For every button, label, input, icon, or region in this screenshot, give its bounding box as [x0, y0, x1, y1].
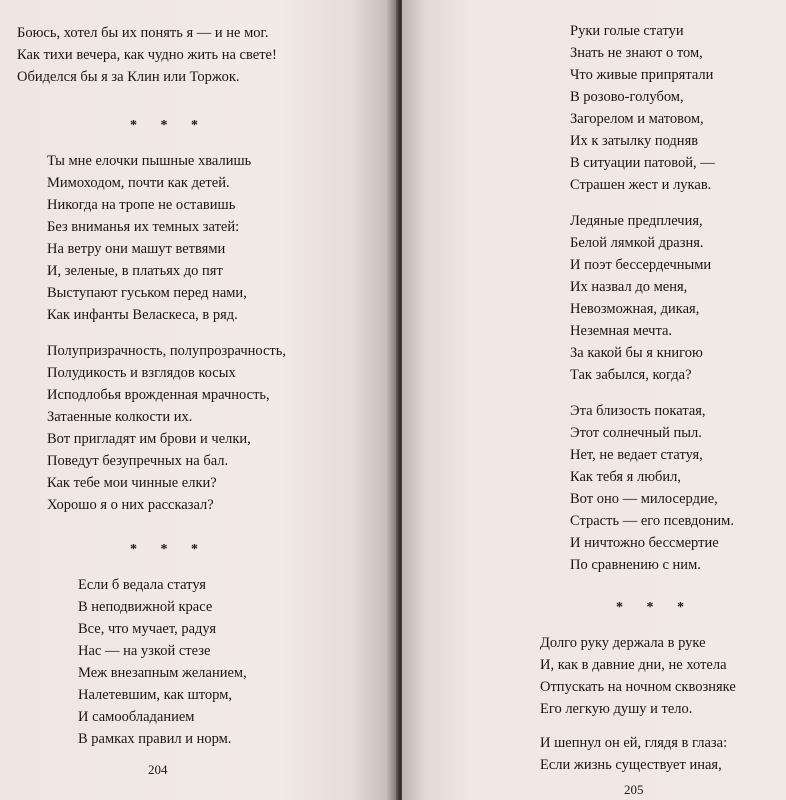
verse-line: Ледяные предплечия, [570, 213, 703, 229]
verse-line: Как инфанты Веласкеса, в ряд. [47, 307, 238, 323]
verse-line: По сравнению с ним. [570, 557, 701, 573]
verse-line: Меж внезапным желанием, [78, 665, 247, 681]
verse-line: В рамках правил и норм. [78, 731, 232, 747]
right-page [402, 0, 786, 800]
verse-line: Без вниманья их темных затей: [47, 219, 240, 235]
verse-line: Ты мне елочки пышные хвалишь [47, 153, 252, 169]
verse-line: Исподлобья врожденная мрачность, [47, 387, 270, 403]
verse-line: Как тихи вечера, как чудно жить на свете! [17, 47, 277, 63]
verse-line: И самообладанием [78, 709, 195, 725]
verse-line: Эта близость покатая, [570, 403, 706, 419]
verse-line: Обиделся бы я за Клин или Торжок. [17, 69, 240, 85]
verse-line: Хорошо я о них рассказал? [47, 497, 214, 513]
verse-line: Если б ведала статуя [78, 577, 206, 593]
verse-line: Знать не знают о том, [570, 45, 703, 61]
section-separator: * * * [130, 118, 208, 133]
verse-line: Вот пригладят им брови и челки, [47, 431, 251, 447]
verse-line: Все, что мучает, радуя [78, 621, 216, 637]
verse-line: И, как в давние дни, не хотела [540, 657, 727, 673]
page-number: 205 [624, 782, 644, 797]
verse-line: Нас — на узкой стезе [78, 643, 211, 659]
verse-line: Полупризрачность, полупрозрачность, [47, 343, 286, 359]
verse-line: За какой бы я книгою [570, 345, 703, 361]
verse-line: Как тебе мои чинные елки? [47, 475, 217, 491]
verse-line: В розово-голубом, [570, 89, 684, 105]
verse-line: Полудикость и взглядов косых [47, 365, 236, 381]
verse-line: Невозможная, дикая, [570, 301, 700, 317]
verse-line: И ничтожно бессмертие [570, 535, 719, 551]
verse-line: Белой лямкой дразня. [570, 235, 704, 251]
verse-line: Долго руку держала в руке [540, 635, 706, 651]
section-separator: * * * [130, 542, 208, 557]
verse-line: Их назвал до меня, [570, 279, 688, 295]
verse-line: Нет, не ведает статуя, [570, 447, 703, 463]
verse-line: И поэт бессердечными [570, 257, 712, 273]
verse-line: Налетевшим, как шторм, [78, 687, 232, 703]
verse-line: Страшен жест и лукав. [570, 177, 712, 193]
verse-line: Его легкую душу и тело. [540, 701, 693, 717]
verse-line: Как тебя я любил, [570, 469, 682, 485]
verse-line: Их к затылку подняв [570, 133, 699, 149]
verse-line: Вот оно — милосердие, [570, 491, 718, 507]
verse-line: В ситуации патовой, — [570, 155, 715, 171]
section-separator: * * * [616, 600, 694, 615]
verse-line: Загорелом и матовом, [570, 111, 704, 127]
page-number: 204 [148, 762, 168, 777]
verse-line: Боюсь, хотел бы их понять я — и не мог. [17, 25, 269, 41]
verse-line: Руки голые статуи [570, 23, 684, 39]
verse-line: Поведут безупречных на бал. [47, 453, 229, 469]
verse-line: Никогда на тропе не оставишь [47, 197, 236, 213]
verse-line: На ветру они машут ветвями [47, 241, 226, 257]
verse-line: Что живые припрятали [570, 67, 714, 83]
verse-line: Мимоходом, почти как детей. [47, 175, 230, 191]
verse-line: Страсть — его псевдоним. [570, 513, 734, 529]
verse-line: Отпускать на ночном сквозняке [540, 679, 736, 695]
verse-line: Если жизнь существует иная, [540, 757, 722, 773]
verse-line: Выступают гуськом перед нами, [47, 285, 247, 301]
verse-line: Неземная мечта. [570, 323, 673, 339]
verse-line: И, зеленые, в платьях до пят [47, 263, 223, 279]
verse-line: В неподвижной красе [78, 599, 213, 615]
verse-line: И шепнул он ей, глядя в глаза: [540, 735, 728, 751]
verse-line: Этот солнечный пыл. [570, 425, 702, 441]
verse-line: Так забылся, когда? [570, 367, 692, 383]
verse-line: Затаенные колкости их. [47, 409, 193, 425]
